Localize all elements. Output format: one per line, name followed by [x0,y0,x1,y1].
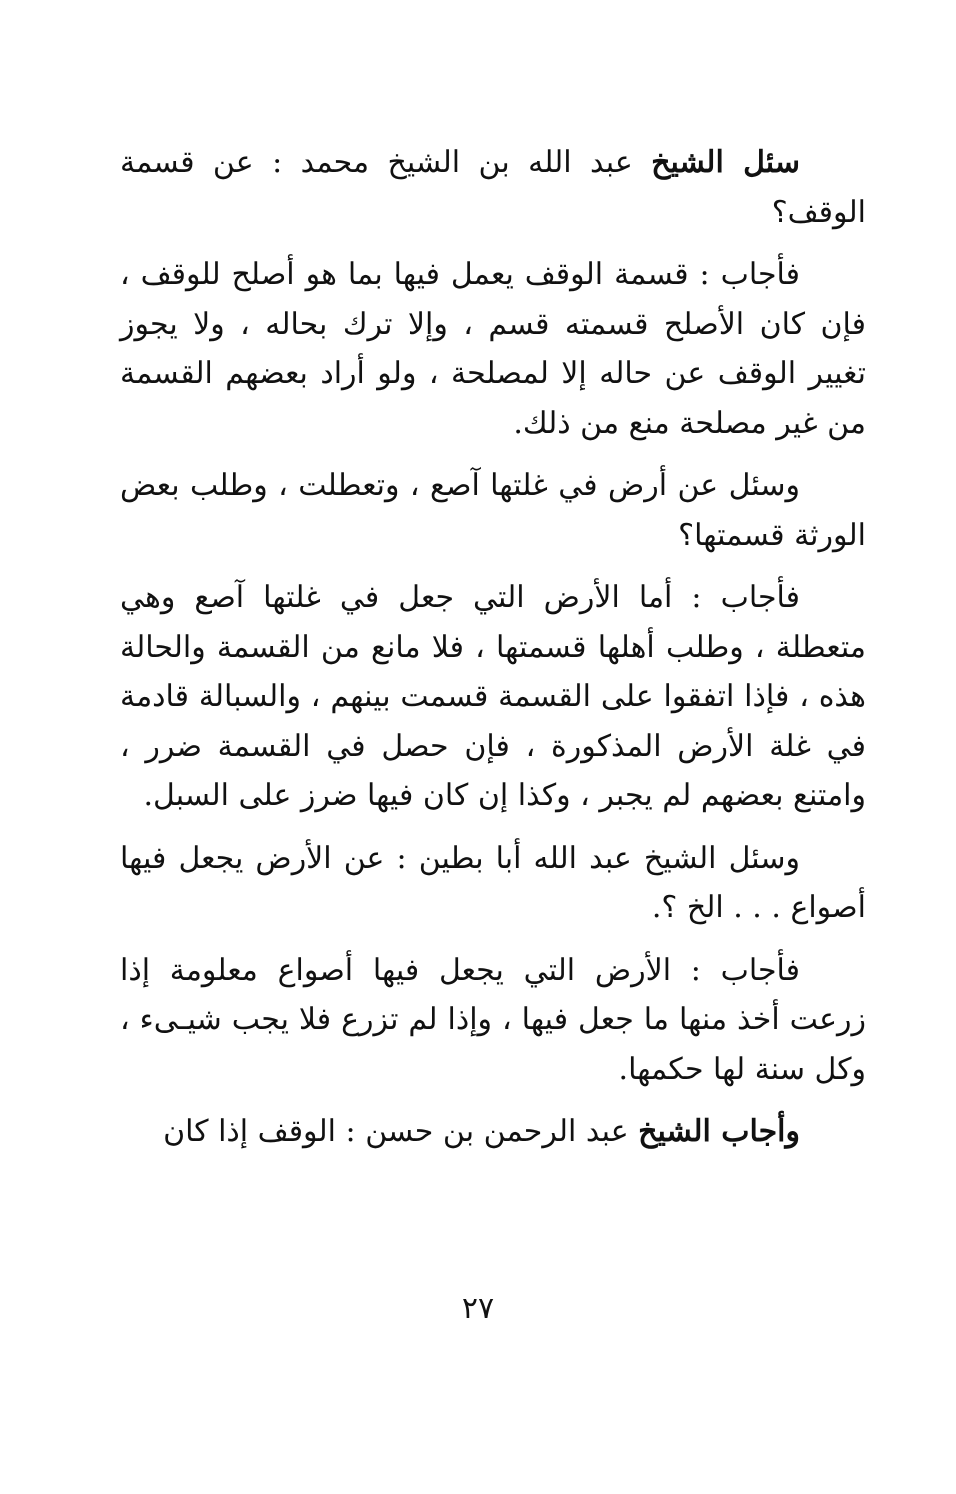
paragraph [120,834,866,933]
paragraph-text: فأجاب : أما الأرض التي جعل في غلتها آصع وهي متعطلة ، وطلب أهلها قسمتها ، فلا مانع من القسمة والحالة هذه ، فإذا اتفقوا على القسمة قسمت بينهم ، والسبالة قادمة في غلة الأرض المذكورة ، فإن حصل في القسمة ضرر ، وامتنع بعضهم لم يجبر ، وكذا إن كان فيها ضرز على السبل. [120,580,866,813]
paragraph-text: وسئل الشيخ عبد الله أبا بطين : عن الأرض يجعل فيها أصواع . . . الخ ؟. [120,840,866,925]
paragraph [120,250,866,448]
paragraph-text: عبد الرحمن بن حسن : الوقف إذا كان [163,1114,639,1149]
page-body [120,138,866,1170]
paragraph-text: فأجاب : قسمة الوقف يعمل فيها بما هو أصلح للوقف ، فإن كان الأصلح قسمته قسم ، وإلا ترك بحاله ، ولا يجوز تغيير الوقف عن حاله إلا لمصلحة ، ولو أراد بعضهم القسمة من غير مصلحة منع من ذلك. [120,257,866,441]
page-number: ٢٧ [461,1291,495,1326]
paragraph-text: وسئل عن أرض في غلتها آصع ، وتعطلت ، وطلب بعض الورثة قسمتها؟ [120,468,866,553]
paragraph [120,1107,866,1157]
paragraph [120,946,866,1095]
paragraph [120,573,866,821]
paragraph [120,461,866,560]
bold-lead: سئل الشيخ [651,145,800,180]
paragraph-text: فأجاب : الأرض التي يجعل فيها أصواع معلومة إذا زرعت أخذ منها ما جعل فيها ، وإذا لم تزرع فلا يجب شيـىء ، وكل سنة لها حكمها. [120,952,866,1087]
paragraph-text: عبد الله بن الشيخ محمد : عن قسمة الوقف؟ [120,145,866,230]
bold-lead: وأجاب الشيخ [638,1114,800,1149]
paragraph [120,138,866,237]
